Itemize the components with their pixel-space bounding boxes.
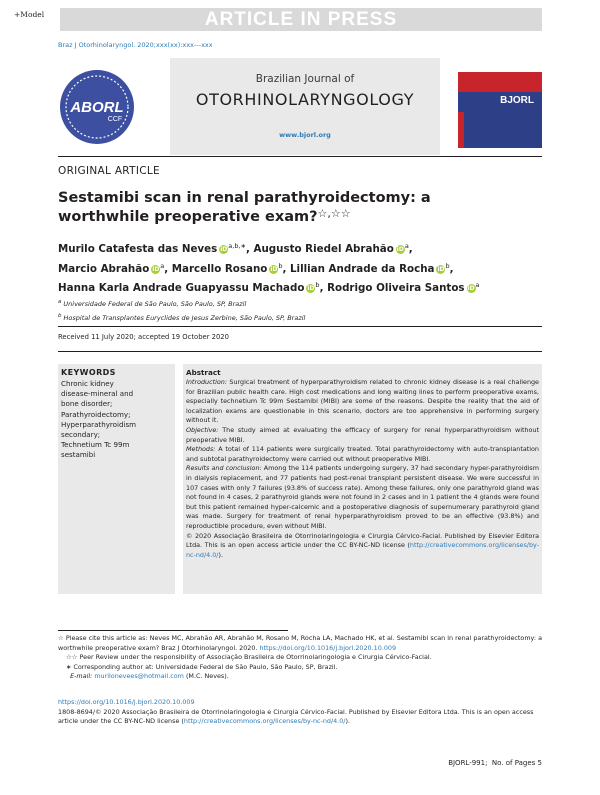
orcid-icon[interactable]: iD <box>467 285 475 292</box>
author-affiliation-mark[interactable]: b <box>315 281 320 289</box>
doi-block <box>58 698 542 727</box>
affiliations <box>58 296 305 324</box>
keywords-box <box>58 364 175 594</box>
author-name: Lillian Andrade da Rocha <box>290 262 435 275</box>
abstract-heading: Abstract <box>186 368 221 377</box>
author-name: Marcello Rosano <box>171 262 268 275</box>
footnotes <box>58 634 542 682</box>
orcid-icon[interactable]: iD <box>396 246 404 253</box>
abstract-objective: Objective: The study aimed at evaluating the efficacy of surgery for renal hyperparathyroidism without preoperative MIBI. <box>186 425 539 444</box>
author-affiliation-mark[interactable]: a <box>475 281 480 289</box>
abstract-box <box>183 364 542 594</box>
page-label: BJORL-991; <box>448 759 488 767</box>
logo-text: ABORL <box>70 99 124 116</box>
page-count: No. of Pages 5 <box>491 759 542 767</box>
abstract-results: Results and conclusion: Among the 114 patients undergoing surgery, 37 had secondary hyper-parathyroidism in dialysis replacement, and 77 patients had post-renal transplant persistent disease. We were successful in 107 cases with only 7 failures (93.8% of success rate). Among these failures, only one parathyroid gland was not found in 4 cases, 2 parathyroid glands were not found in 2 cases and in 1 patient the 4 glands were found but this patient remained hyper-calcemic and a postoperative diagnosis of supernumerary parathyroid gland was made. Surgery for treatment of renal hyperparathyroidism proved to be an effective (93.8%) and reproductible procedure, even without MIBI. <box>186 464 539 530</box>
author-affiliation-mark[interactable]: a,b,∗ <box>228 242 246 250</box>
keyword-line: secondary; <box>61 430 101 440</box>
author-name: Marcio Abrahão <box>58 262 150 275</box>
issn-license: 1808-8694/© 2020 Associação Brasileira de Otorrinolaringologia e Cirurgia Cérvico-Facial. Published by Elsevier Editora Ltda. This is an open access article under the CC BY-NC-ND license (http://creativecommons.org/licenses/by-nc-nd/4.0/). <box>58 707 534 726</box>
keyword-line: Chronic kidney <box>61 379 114 388</box>
footnote-rule <box>58 630 288 631</box>
license-link[interactable]: http://creativecommons.org/licenses/by-nc-nd/4.0/ <box>186 541 539 559</box>
keyword-line: disease-mineral and <box>61 389 134 399</box>
keyword-line: Parathyroidectomy; <box>61 409 131 419</box>
author-affiliation-mark[interactable]: a <box>160 261 165 270</box>
header-rule <box>58 156 542 157</box>
orcid-icon[interactable]: iD <box>220 246 228 253</box>
author-name: Augusto Riedel Abrahão <box>253 243 394 255</box>
keywords-heading: KEYWORDS <box>61 368 116 377</box>
cover-title: BJORL <box>500 95 534 106</box>
abstract-methods: Methods: A total of 114 patients were surgically treated. Total parathyroidectomy with auto-transplantation and subtotal parathyroidectomy were carried out without preoperative MIBI. <box>186 445 539 463</box>
keyword-line: bone disorder; <box>61 399 113 409</box>
keyword-line: sestamibi <box>61 450 96 460</box>
author-affiliation-mark[interactable]: b <box>445 261 450 270</box>
journal-cover-thumbnail <box>458 72 542 148</box>
article-title <box>58 189 488 227</box>
author-name: Hanna Karla Andrade Guapyassu Machado <box>58 282 305 294</box>
affiliation-item: $^a$ Universidade Federal de São Paulo, São Paulo, SP, Brazil <box>58 299 247 309</box>
author-name: Rodrigo Oliveira Santos <box>327 282 465 294</box>
journal-title-block <box>170 58 440 155</box>
article-title-text: Sestamibi scan in renal parathyroidectomy: a worthwhile preoperative exam? <box>58 190 431 225</box>
orcid-icon[interactable]: iD <box>270 265 278 273</box>
logo-sub: CCF <box>107 116 123 123</box>
journal-url[interactable]: www.bjorl.org <box>279 131 331 139</box>
journal-name-small: Brazilian Journal of <box>255 73 355 85</box>
title-footnote-marks[interactable]: ☆,☆☆ <box>317 207 351 220</box>
email-link[interactable]: murilonevees@hotmail.com <box>94 672 184 681</box>
footnote-citation: ☆ Please cite this article as: Neves MC, Abrahão AR, Abrahão M, Rosano M, Rocha LA, Machado HK, et al. Sestamibi scan in renal parathyroidectomy: a worthwhile preoperative exam? Braz J Otorhinolaryngol. 2020. https://doi.org/10.1016/j.bjorl.2020.10.009 <box>58 634 542 652</box>
keyword-line: Hyperparathyroidism <box>61 419 137 429</box>
journal-citation: Braz J Otorhinolaryngol. 2020;xxx(xx):xxx---xxx <box>58 41 213 49</box>
journal-masthead <box>58 58 542 155</box>
affiliation-rule <box>58 326 542 327</box>
author-affiliation-mark[interactable]: a <box>404 242 409 250</box>
page-footer <box>448 759 542 767</box>
abstract-copyright: © 2020 Associação Brasileira de Otorrinolaringologia e Cirurgia Cérvico-Facial. Published by Elsevier Editora Ltda. This is an open access article under the CC BY-NC-ND license (http://creativecommons.org/licenses/by-nc-nd/4.0/). <box>186 531 539 559</box>
received-dates: Received 11 July 2020; accepted 19 October 2020 <box>58 333 229 341</box>
keyword-line: Technetium Tc 99m <box>61 440 130 450</box>
journal-name-big: OTORHINOLARYNGOLOGY <box>195 90 415 109</box>
article-in-press-banner: ARTICLE IN PRESS <box>60 8 542 31</box>
orcid-icon[interactable]: iD <box>307 285 315 292</box>
aborl-logo <box>58 68 136 146</box>
orcid-icon[interactable]: iD <box>437 265 445 273</box>
footnote-corresponding: ∗ Corresponding author at: Universidade Federal de São Paulo, São Paulo, SP, Brazil. <box>66 662 338 671</box>
author-list: Murilo Catafesta das Neves $iD^{a,b,∗}$, Augusto Riedel Abrahão $iD^a$, Marcio Abrahão $iD^a$, Marcello Rosano $iD^b$, Lillian Andrade da Rocha $iD^b$, Hanna Karla Andrade Guapyassu Machado $iD^b$, Rodrigo Oliveira Santos $iD^a$ <box>58 242 480 294</box>
article-type: ORIGINAL ARTICLE <box>58 165 160 177</box>
dates-rule <box>58 351 542 352</box>
citation-doi-link[interactable]: https://doi.org/10.1016/j.bjorl.2020.10.009 <box>259 643 397 652</box>
license-link[interactable]: http://creativecommons.org/licenses/by-nc-nd/4.0/ <box>183 717 346 726</box>
affiliation-item: $^b$ Hospital de Transplantes Euryclides de Jesus Zerbine, São Paulo, SP, Brazil <box>58 313 306 323</box>
author-name: Murilo Catafesta das Neves <box>58 243 218 255</box>
abstract-introduction: Introduction: Surgical treatment of hyperparathyroidism related to chronic kidney disease is a real challenge for Brazilian public health care. High cost medications and long waiting lines to perform preoperative exams, especially technetium Tc 99m Sestamibi (MIBI) are some of the reasons. Despite the reality that the aid of localization exams are questionable in this scenario, doctors are too apprehensive in performing surgery without it. <box>186 378 539 425</box>
orcid-icon[interactable]: iD <box>152 265 160 273</box>
model-tag: +Model <box>14 10 45 19</box>
author-affiliation-mark[interactable]: b <box>278 261 283 270</box>
doi-link[interactable]: https://doi.org/10.1016/j.bjorl.2020.10.009 <box>58 698 195 706</box>
footnote-peer-review: ☆☆ Peer Review under the responsibility of Associação Brasileira de Otorrinolaringologia e Cirurgia Cérvico-Facial. <box>66 653 432 662</box>
footnote-email: E-mail: murilonevees@hotmail.com (M.C. Neves). <box>70 672 229 681</box>
